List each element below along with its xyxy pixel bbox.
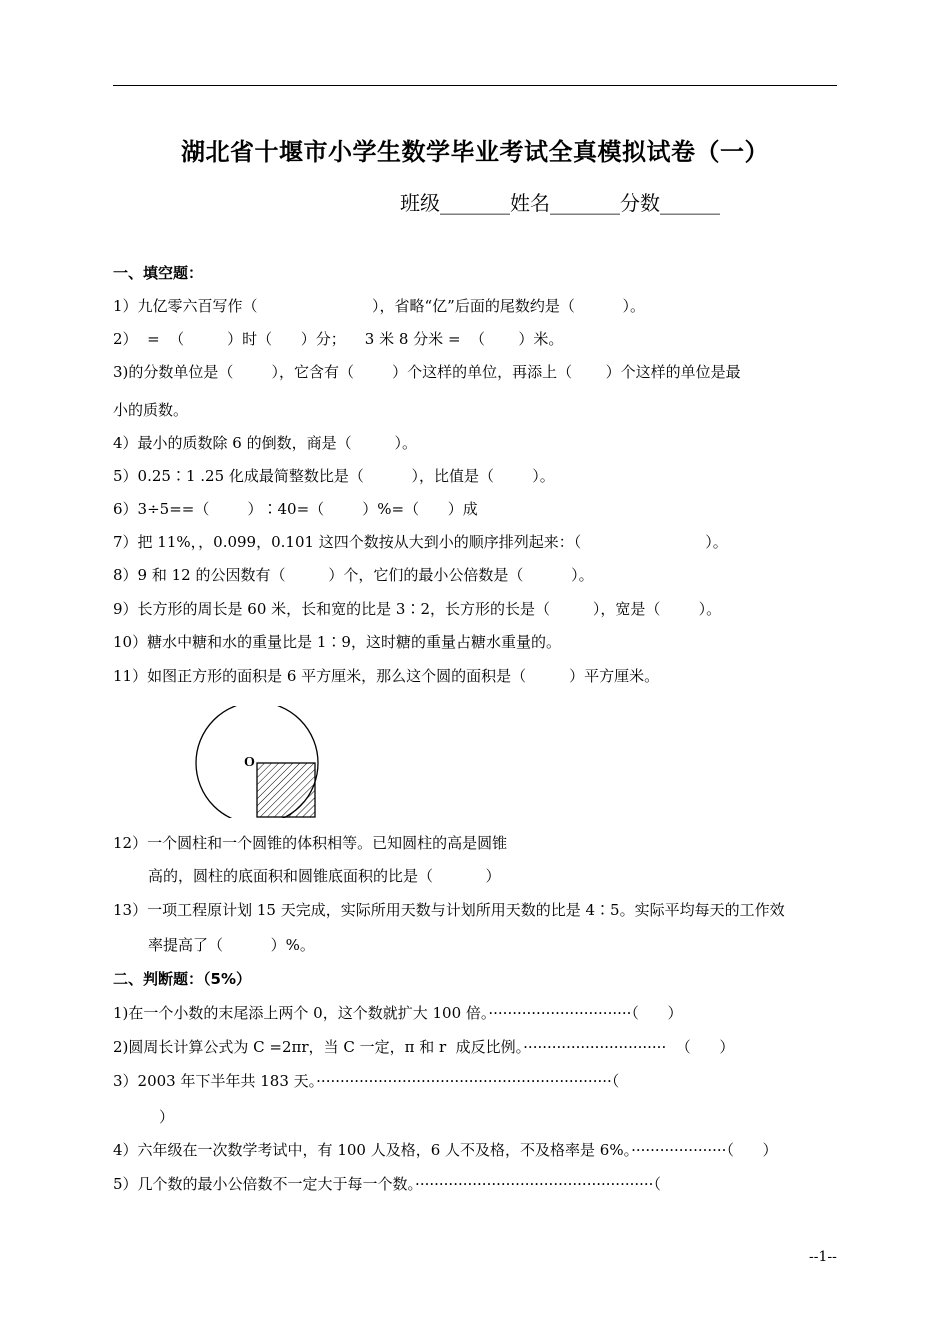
judge-3: 3）2003 年下半年共 183 天。······························································（: [113, 1072, 620, 1090]
student-info-line: 班级_______姓名_______分数______: [400, 191, 720, 215]
question-7: 7）把 11%，，0.099，0.101 这四个数按从大到小的顺序排列起来：（ ）。: [113, 533, 728, 551]
question-13-cont: 率提高了（ ）%。: [148, 936, 315, 954]
page-title: 湖北省十堰市小学生数学毕业考试全真模拟试卷（一）: [181, 138, 769, 166]
question-3-cont: 小的质数。: [113, 401, 189, 419]
question-1: 1）九亿零六百写作（ ），省略“亿”后面的尾数约是（ ）。: [113, 297, 645, 315]
question-8: 8）9 和 12 的公因数有（ ）个，它们的最小公倍数是（ ）。: [113, 566, 594, 584]
question-3: 3)的分数单位是（ ），它含有（ ）个这样的单位，再添上（ ）个这样的单位是最: [113, 363, 741, 381]
question-10: 10）糖水中糖和水的重量比是 1∶9，这时糖的重量占糖水重量的。: [113, 633, 561, 651]
section2-heading: 二、判断题：（5%）: [113, 970, 251, 988]
question-2: 2） = （ ）时（ ）分； 3 米 8 分米 = （ ）米。: [113, 330, 564, 348]
question-13: 13）一项工程原计划 15 天完成，实际所用天数与计划所用天数的比是 4∶5。实际平均每天的工作效: [113, 901, 785, 919]
question-4: 4）最小的质数除 6 的倒数，商是（ ）。: [113, 434, 418, 452]
question-6: 6）3÷5==（ ）∶40=（ ）%=（ ）成: [113, 500, 478, 518]
page-number: --1--: [809, 1249, 837, 1265]
judge-1: 1)在一个小数的末尾添上两个 0，这个数就扩大 100 倍。······························（ ）: [113, 1004, 683, 1022]
question-12-cont: 高的，圆柱的底面积和圆锥底面积的比是（ ）: [148, 867, 501, 885]
header-rule: [113, 85, 837, 86]
question-5: 5）0.25∶1 .25 化成最简整数比是（ ），比值是（ ）。: [113, 467, 555, 485]
figure-center-label: O: [244, 755, 255, 770]
section1-heading: 一、填空题：: [113, 264, 204, 282]
question-11: 11）如图正方形的面积是 6 平方厘米，那么这个圆的面积是（ ）平方厘米。: [113, 667, 660, 685]
figure-shaded-square: [257, 763, 315, 817]
judge-4: 4）六年级在一次数学考试中，有 100 人及格，6 人不及格，不及格率是 6%。····················（ ）: [113, 1141, 778, 1159]
judge-5: 5）几个数的最小公倍数不一定大于每一个数。··················································（: [113, 1175, 661, 1193]
circle-square-figure: [194, 706, 324, 822]
question-9: 9）长方形的周长是 60 米，长和宽的比是 3∶2，长方形的长是（ ），宽是（ ）。: [113, 600, 722, 618]
judge-3-cont: ）: [159, 1108, 175, 1126]
judge-2: 2)圆周长计算公式为 C =2πr，当 C 一定，π 和 r 成反比例。······························ （ ）: [113, 1038, 735, 1056]
question-12: 12）一个圆柱和一个圆锥的体积相等。已知圆柱的高是圆锥: [113, 834, 508, 852]
